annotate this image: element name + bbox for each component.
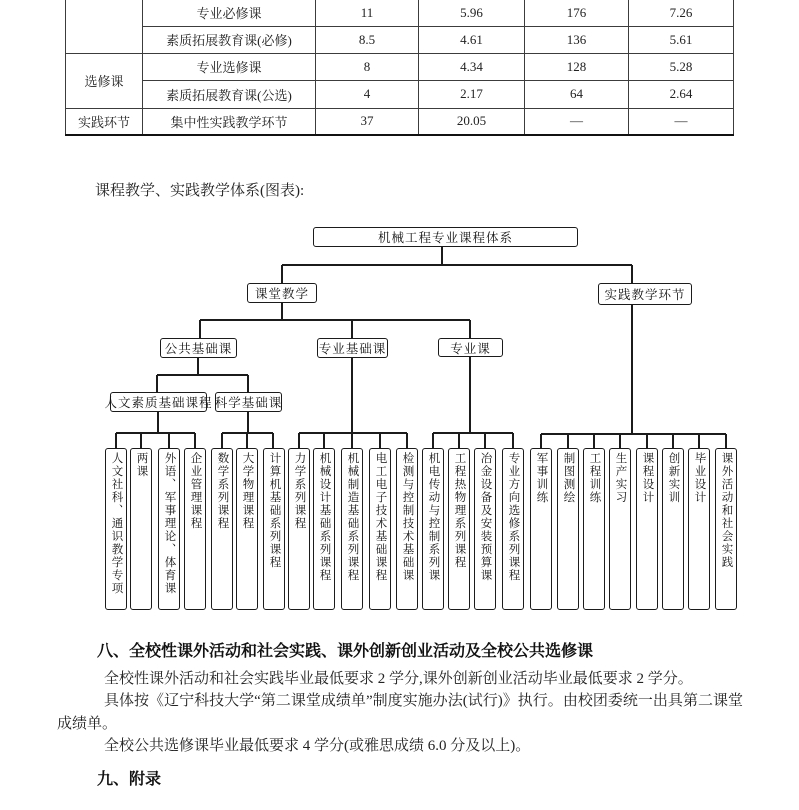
- section-heading-9: 九、附录: [97, 771, 162, 788]
- table-cell: 64: [525, 80, 629, 108]
- diagram-node: 人文素质基础课程: [110, 392, 207, 412]
- table-cell: 37: [316, 108, 419, 135]
- table-cell: 5.96: [419, 0, 525, 26]
- table-cell: 4.61: [419, 26, 525, 53]
- diagram-leaf: 工程热物理系列课程: [448, 448, 470, 610]
- diagram-node: 课堂教学: [247, 283, 317, 303]
- diagram-root-node: 机械工程专业课程体系: [313, 227, 578, 247]
- diagram-leaf: 毕业设计: [688, 448, 710, 610]
- diagram-leaf: 力学系列课程: [288, 448, 310, 610]
- table-cell: —: [629, 108, 734, 135]
- diagram-leaf: 制图测绘: [557, 448, 579, 610]
- diagram-node: 公共基础课: [160, 338, 237, 358]
- section-heading-8: 八、全校性课外活动和社会实践、课外创新创业活动及全校公共选修课: [97, 643, 594, 660]
- table-cell: 136: [525, 26, 629, 53]
- table-cell: 5.28: [629, 53, 734, 80]
- paragraph: 全校性课外活动和社会实践毕业最低要求 2 学分,课外创新创业活动毕业最低要求 2 学分。: [104, 671, 693, 687]
- diagram-leaf: 课外活动和社会实践: [715, 448, 737, 610]
- table-cell: 集中性实践教学环节: [143, 108, 316, 135]
- table-cell: 8.5: [316, 26, 419, 53]
- diagram-caption: 课程教学、实践教学体系(图表):: [95, 183, 305, 199]
- table-cell: 128: [525, 53, 629, 80]
- diagram-node: 专业基础课: [317, 338, 388, 358]
- diagram-leaf: 大学物理课程: [236, 448, 258, 610]
- table-cell-group: 选修课: [66, 53, 143, 108]
- table-cell: 专业选修课: [143, 53, 316, 80]
- table-cell: 专业必修课: [143, 0, 316, 26]
- diagram-leaf: 机械设计基础系列课程: [313, 448, 335, 610]
- diagram-leaf: 冶金设备及安装预算课: [474, 448, 496, 610]
- diagram-leaf: 军事训练: [530, 448, 552, 610]
- table-cell: 7.26: [629, 0, 734, 26]
- diagram-leaf: 创新实训: [662, 448, 684, 610]
- table-cell: 11: [316, 0, 419, 26]
- diagram-leaf: 机械制造基础系列课程: [341, 448, 363, 610]
- table-cell-group: 实践环节: [66, 108, 143, 135]
- diagram-leaf: 数学系列课程: [211, 448, 233, 610]
- table-cell: 8: [316, 53, 419, 80]
- table-cell: 4.34: [419, 53, 525, 80]
- diagram-leaf: 课程设计: [636, 448, 658, 610]
- diagram-leaf: 计算机基础系列课程: [263, 448, 285, 610]
- diagram-leaf: 专业方向选修系列课程: [502, 448, 524, 610]
- table-cell: 176: [525, 0, 629, 26]
- table-cell: —: [525, 108, 629, 135]
- paragraph: 具体按《辽宁科技大学“第二课堂成绩单”制度实施办法(试行)》执行。由校团委统一出具第二课堂成绩单。: [57, 693, 743, 732]
- table-cell: 素质拓展教育课(公选): [143, 80, 316, 108]
- diagram-leaf: 机电传动与控制系列课: [422, 448, 444, 610]
- diagram-leaf: 外语、军事理论、体育课: [158, 448, 180, 610]
- paragraph: 全校公共选修课毕业最低要求 4 学分(或雅思成绩 6.0 分及以上)。: [104, 737, 531, 754]
- diagram-node: 科学基础课: [215, 392, 282, 412]
- table-cell: 素质拓展教育课(必修): [143, 26, 316, 53]
- table-cell: 2.17: [419, 80, 525, 108]
- diagram-leaf: 两课: [130, 448, 152, 610]
- diagram-node: 实践教学环节: [598, 283, 692, 305]
- diagram-node: 专业课: [438, 338, 503, 357]
- table-cell: 5.61: [629, 26, 734, 53]
- table-cell: 4: [316, 80, 419, 108]
- table-cell: 2.64: [629, 80, 734, 108]
- diagram-leaf: 工程训练: [583, 448, 605, 610]
- diagram-leaf: 生产实习: [609, 448, 631, 610]
- diagram-leaf: 人文社科、通识教学专项: [105, 448, 127, 610]
- diagram-leaf: 企业管理课程: [184, 448, 206, 610]
- diagram-leaf: 检测与控制技术基础课: [396, 448, 418, 610]
- diagram-leaf: 电工电子技术基础课程: [369, 448, 391, 610]
- table-cell: 20.05: [419, 108, 525, 135]
